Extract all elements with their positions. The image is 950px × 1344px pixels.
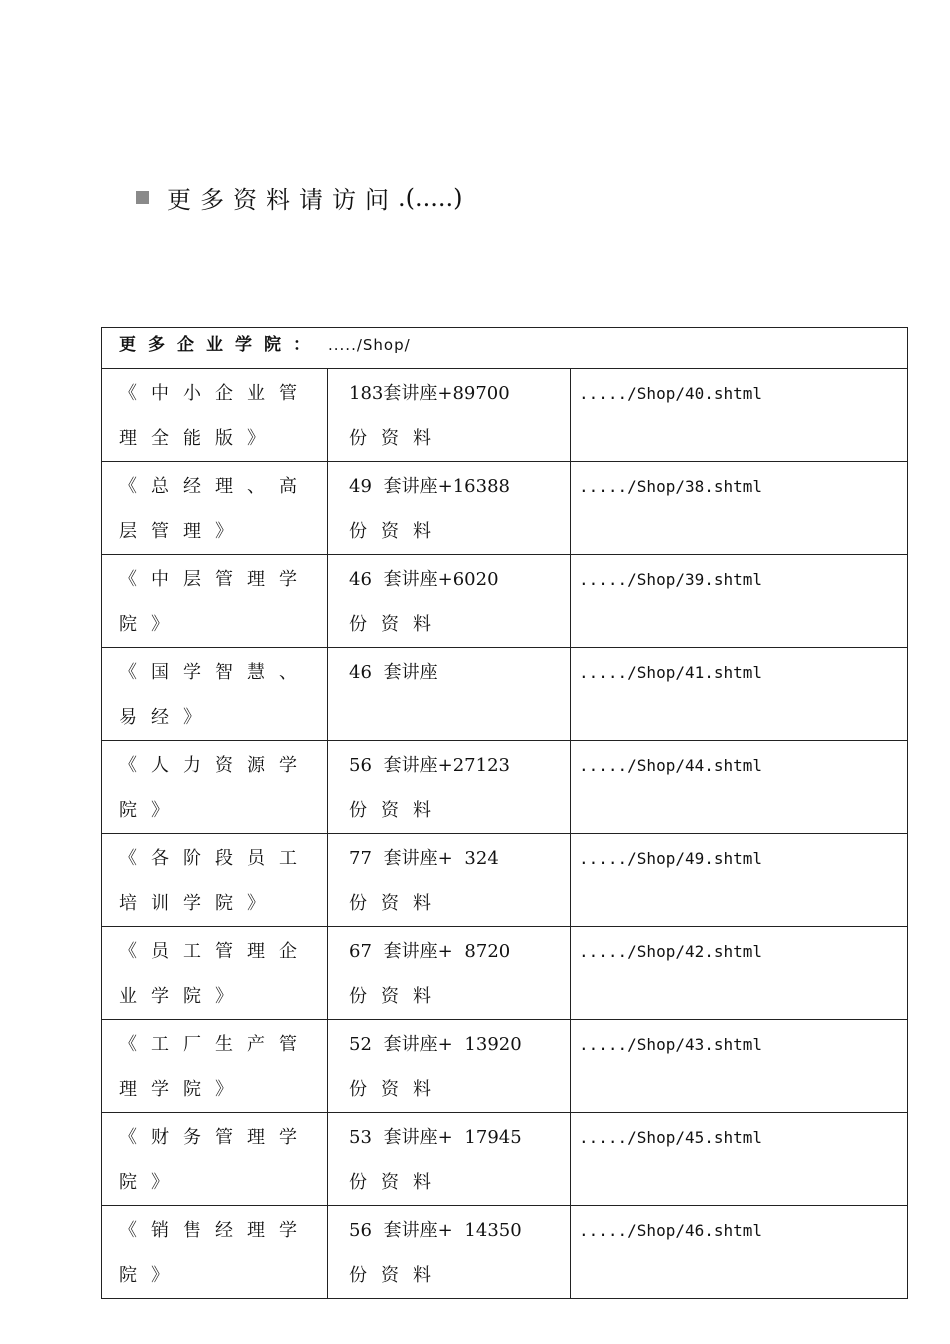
heading-label: 更多资料请访问 xyxy=(167,186,398,214)
course-url-link[interactable]: ...../Shop/41.shtml xyxy=(579,663,763,682)
table-row xyxy=(102,927,908,1020)
page-heading xyxy=(136,180,463,215)
course-name-cell xyxy=(102,648,328,741)
course-count: 46 套讲座 xyxy=(349,662,438,683)
course-name: 《总经理、高层管理》 xyxy=(119,476,311,542)
course-url-link[interactable]: ...../Shop/42.shtml xyxy=(579,942,763,961)
course-count-suffix: 份资料 xyxy=(349,428,445,449)
course-url-link[interactable]: ...../Shop/38.shtml xyxy=(579,477,763,496)
course-count-cell xyxy=(328,648,571,741)
course-url-cell xyxy=(571,1020,908,1113)
course-url-link[interactable]: ...../Shop/44.shtml xyxy=(579,756,763,775)
course-count: 46 套讲座+6020 xyxy=(349,569,499,590)
course-url-link[interactable]: ...../Shop/40.shtml xyxy=(579,384,763,403)
course-url-cell xyxy=(571,834,908,927)
course-count: 77 套讲座+ 324 xyxy=(349,848,499,869)
course-count-suffix: 份资料 xyxy=(349,893,445,914)
course-name-cell xyxy=(102,369,328,462)
course-url-link[interactable]: ...../Shop/43.shtml xyxy=(579,1035,763,1054)
course-url-cell xyxy=(571,462,908,555)
course-count-suffix: 份资料 xyxy=(349,1265,445,1286)
course-url-cell xyxy=(571,1206,908,1299)
table-row xyxy=(102,1206,908,1299)
course-url-cell xyxy=(571,648,908,741)
course-count-cell xyxy=(328,927,571,1020)
course-count: 52 套讲座+ 13920 xyxy=(349,1034,522,1055)
course-url-link[interactable]: ...../Shop/49.shtml xyxy=(579,849,763,868)
course-count-cell xyxy=(328,1206,571,1299)
square-bullet-icon xyxy=(136,191,149,204)
course-count-cell xyxy=(328,1113,571,1206)
course-name: 《工厂生产管理学院》 xyxy=(119,1034,311,1100)
course-count-cell xyxy=(328,462,571,555)
course-count: 56 套讲座+27123 xyxy=(349,755,510,776)
course-name: 《财务管理学院》 xyxy=(119,1127,311,1193)
course-name-cell xyxy=(102,555,328,648)
course-count-cell xyxy=(328,741,571,834)
course-count: 183套讲座+89700 xyxy=(349,383,510,404)
course-count: 56 套讲座+ 14350 xyxy=(349,1220,522,1241)
course-count: 67 套讲座+ 8720 xyxy=(349,941,511,962)
course-name-cell xyxy=(102,1206,328,1299)
course-url-link[interactable]: ...../Shop/39.shtml xyxy=(579,570,763,589)
table-row xyxy=(102,834,908,927)
course-url-link[interactable]: ...../Shop/45.shtml xyxy=(579,1128,763,1147)
course-name: 《中层管理学院》 xyxy=(119,569,311,635)
table-row xyxy=(102,648,908,741)
course-name-cell xyxy=(102,834,328,927)
header-url-link[interactable]: ...../Shop/ xyxy=(328,336,411,354)
course-catalog-table xyxy=(101,327,908,1299)
header-label: 更多企业学院： xyxy=(119,335,322,355)
course-count-suffix: 份资料 xyxy=(349,521,445,542)
course-name: 《销售经理学院》 xyxy=(119,1220,311,1286)
course-name-cell xyxy=(102,462,328,555)
course-count-suffix: 份资料 xyxy=(349,614,445,635)
table-header-cell xyxy=(102,328,908,369)
course-count-cell xyxy=(328,555,571,648)
table-header-row xyxy=(102,328,908,369)
heading-link[interactable]: .(.....) xyxy=(398,183,463,212)
course-count-cell xyxy=(328,369,571,462)
course-name: 《人力资源学院》 xyxy=(119,755,311,821)
course-name-cell xyxy=(102,741,328,834)
course-name-cell xyxy=(102,1113,328,1206)
course-url-cell xyxy=(571,1113,908,1206)
course-url-cell xyxy=(571,369,908,462)
course-count: 49 套讲座+16388 xyxy=(349,476,510,497)
table-row xyxy=(102,1020,908,1113)
course-count-cell xyxy=(328,834,571,927)
course-name: 《中小企业管理全能版》 xyxy=(119,383,311,449)
course-url-cell xyxy=(571,555,908,648)
table-row xyxy=(102,462,908,555)
course-count-suffix: 份资料 xyxy=(349,1079,445,1100)
table-row xyxy=(102,369,908,462)
course-count: 53 套讲座+ 17945 xyxy=(349,1127,522,1148)
course-url-cell xyxy=(571,927,908,1020)
course-count-suffix: 份资料 xyxy=(349,986,445,1007)
table-row xyxy=(102,555,908,648)
table-row xyxy=(102,741,908,834)
table-row xyxy=(102,1113,908,1206)
course-count-suffix: 份资料 xyxy=(349,1172,445,1193)
course-url-cell xyxy=(571,741,908,834)
course-name: 《国学智慧、易经》 xyxy=(119,662,311,728)
course-name: 《员工管理企业学院》 xyxy=(119,941,311,1007)
course-name-cell xyxy=(102,927,328,1020)
course-count-cell xyxy=(328,1020,571,1113)
course-name: 《各阶段员工培训学院》 xyxy=(119,848,311,914)
course-name-cell xyxy=(102,1020,328,1113)
course-count-suffix: 份资料 xyxy=(349,800,445,821)
course-url-link[interactable]: ...../Shop/46.shtml xyxy=(579,1221,763,1240)
